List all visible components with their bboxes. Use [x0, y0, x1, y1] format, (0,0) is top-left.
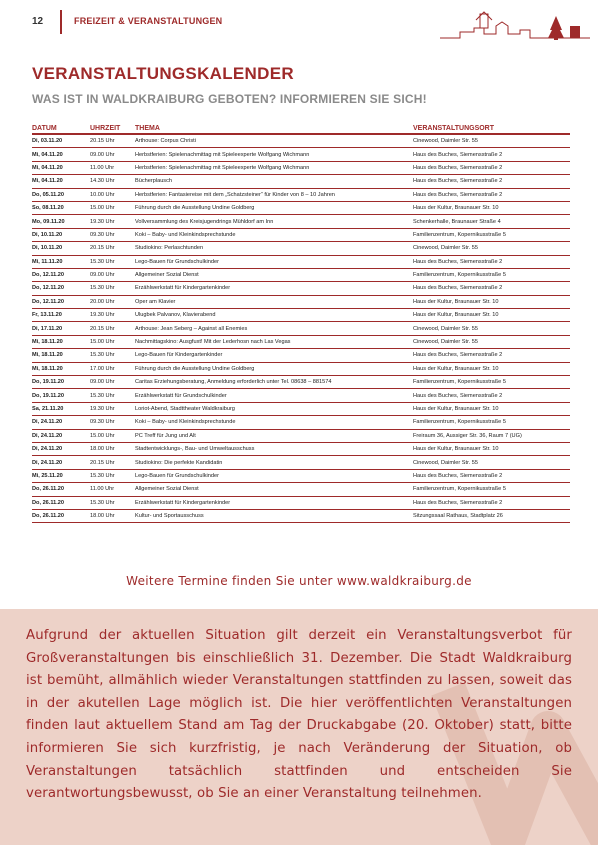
cell-date: Di, 10.11.20: [32, 242, 90, 255]
table-row: [32, 442, 570, 455]
cell-date: Di, 17.11.20: [32, 322, 90, 335]
event-calendar-table: [32, 122, 570, 523]
cell-time: 09.00 Uhr: [90, 148, 135, 161]
table-row: [32, 295, 570, 308]
cell-time: 20.15 Uhr: [90, 242, 135, 255]
notice-text: Aufgrund der aktuellen Situation gilt derzeit ein Veranstaltungsverbot für Großveranstaltungen bis einschließlich 31. Dezember. Die Stadt Waldkraiburg ist bemüht, allmählich wieder Veranstaltungen stattfinden zu lassen, soweit das in der akutellen Lage möglich ist. Die hier veröffentlichten Veranstaltungen finden laut aktuellem Stand am Tag der Druckabgabe (20. Oktober) statt, bitte informieren Sie sich kurzfristig, je nach Veränderung der Situation, ob Veranstaltungen tatsächlich stattfinden und entscheiden Sie verantwortungsbewusst, ob Sie an einer Veranstaltung teilnehmen.: [26, 628, 572, 802]
cell-date: Do, 12.11.20: [32, 295, 90, 308]
cell-time: 15.30 Uhr: [90, 282, 135, 295]
table-row: [32, 402, 570, 415]
table-row: [32, 349, 570, 362]
cell-date: Mi, 18.11.20: [32, 349, 90, 362]
cell-location: Haus der Kultur, Braunauer Str. 10: [413, 309, 570, 322]
cell-location: Haus des Buches, Siemensstraße 2: [413, 148, 570, 161]
table-row: [32, 429, 570, 442]
cell-theme: Loriot-Abend, Stadttheater Waldkraiburg: [135, 402, 413, 415]
cell-theme: Ulugbek Palvanov, Klavierabend: [135, 309, 413, 322]
header-divider: [60, 10, 62, 34]
cell-location: Cinewood, Daimler Str. 55: [413, 242, 570, 255]
cell-location: Haus der Kultur, Braunauer Str. 10: [413, 402, 570, 415]
cell-location: Cinewood, Daimler Str. 55: [413, 134, 570, 148]
notice-box: [0, 609, 598, 845]
table-row: [32, 389, 570, 402]
cell-location: Haus der Kultur, Braunauer Str. 10: [413, 201, 570, 214]
cell-theme: Erzählwerkstatt für Kindergartenkinder: [135, 496, 413, 509]
cell-location: Haus des Buches, Siemensstraße 2: [413, 188, 570, 201]
table-row: [32, 148, 570, 161]
cell-time: 09.00 Uhr: [90, 268, 135, 281]
cell-time: 19.30 Uhr: [90, 309, 135, 322]
page-title: VERANSTALTUNGSKALENDER: [32, 64, 294, 83]
cell-location: Familienzentrum, Kopernikusstraße 5: [413, 483, 570, 496]
cell-date: Do, 12.11.20: [32, 282, 90, 295]
table-row: [32, 362, 570, 375]
cell-theme: Führung durch die Ausstellung Undine Goldberg: [135, 201, 413, 214]
cell-date: Mi, 04.11.20: [32, 175, 90, 188]
cell-time: 10.00 Uhr: [90, 188, 135, 201]
cell-time: 15.30 Uhr: [90, 349, 135, 362]
cell-date: Mi, 04.11.20: [32, 161, 90, 174]
cell-time: 09.30 Uhr: [90, 228, 135, 241]
cell-time: 15.30 Uhr: [90, 389, 135, 402]
cell-time: 20.00 Uhr: [90, 295, 135, 308]
cell-theme: Stadtentwicklungs-, Bau- und Umweltausschuss: [135, 442, 413, 455]
cell-theme: Kultur- und Sportausschuss: [135, 509, 413, 522]
table-row: [32, 134, 570, 148]
table-row: [32, 188, 570, 201]
table-header: [32, 122, 570, 134]
cell-date: Di, 24.11.20: [32, 429, 90, 442]
cell-theme: Erzählwerkstatt für Kindergartenkinder: [135, 282, 413, 295]
table-row: [32, 175, 570, 188]
column-header: UHRZEIT: [90, 122, 135, 134]
cell-date: Do, 19.11.20: [32, 389, 90, 402]
column-header: VERANSTALTUNGSORT: [413, 122, 570, 134]
cell-date: Di, 03.11.20: [32, 134, 90, 148]
cell-time: 15.30 Uhr: [90, 496, 135, 509]
table-row: [32, 161, 570, 174]
cell-date: Di, 24.11.20: [32, 416, 90, 429]
cell-theme: Caritas Erziehungsberatung, Anmeldung erforderlich unter Tel. 08638 – 881574: [135, 376, 413, 389]
cell-theme: Arthouse: Jean Seberg – Against all Enemies: [135, 322, 413, 335]
cell-date: Mi, 25.11.20: [32, 469, 90, 482]
cell-theme: Führung durch die Ausstellung Undine Goldberg: [135, 362, 413, 375]
table-row: [32, 509, 570, 522]
cell-theme: Lego-Bauen für Grundschulkinder: [135, 469, 413, 482]
more-events-link: Weitere Termine finden Sie unter www.waldkraiburg.de: [126, 574, 472, 588]
table-row: [32, 282, 570, 295]
cell-time: 11.00 Uhr: [90, 161, 135, 174]
table-row: [32, 242, 570, 255]
cell-date: Do, 19.11.20: [32, 376, 90, 389]
cell-theme: Oper am Klavier: [135, 295, 413, 308]
table-row: [32, 376, 570, 389]
cell-theme: Herbstferien: Spielenachmittag mit Spieleexperte Wolfgang Wichmann: [135, 148, 413, 161]
cell-time: 14.30 Uhr: [90, 175, 135, 188]
cell-theme: Bücherplausch: [135, 175, 413, 188]
cell-theme: Koki – Baby- und Kleinkindsprechstunde: [135, 228, 413, 241]
cell-location: Haus des Buches, Siemensstraße 2: [413, 389, 570, 402]
town-skyline-icon: [440, 8, 590, 42]
column-header: DATUM: [32, 122, 90, 134]
cell-location: Haus des Buches, Siemensstraße 2: [413, 496, 570, 509]
table-row: [32, 496, 570, 509]
cell-time: 15.00 Uhr: [90, 429, 135, 442]
cell-location: Haus der Kultur, Braunauer Str. 10: [413, 295, 570, 308]
cell-time: 20.15 Uhr: [90, 134, 135, 148]
cell-location: Cinewood, Daimler Str. 55: [413, 322, 570, 335]
table-row: [32, 228, 570, 241]
cell-theme: Allgemeiner Sozial Dienst: [135, 268, 413, 281]
cell-time: 15.30 Uhr: [90, 255, 135, 268]
table-body: [32, 134, 570, 523]
cell-time: 19.30 Uhr: [90, 402, 135, 415]
table-row: [32, 456, 570, 469]
cell-theme: Herbstferien: Fantasiereise mit dem „Schatzsteiner“ für Kinder von 8 – 10 Jahren: [135, 188, 413, 201]
cell-theme: Lego-Bauen für Grundschulkinder: [135, 255, 413, 268]
cell-time: 15.00 Uhr: [90, 335, 135, 348]
cell-location: Haus des Buches, Siemensstraße 2: [413, 282, 570, 295]
cell-location: Familienzentrum, Kopernikusstraße 5: [413, 268, 570, 281]
table-row: [32, 268, 570, 281]
cell-location: Familienzentrum, Kopernikusstraße 5: [413, 228, 570, 241]
cell-date: Sa, 21.11.20: [32, 402, 90, 415]
cell-theme: Koki – Baby- und Kleinkindsprechstunde: [135, 416, 413, 429]
cell-location: Haus des Buches, Siemensstraße 2: [413, 175, 570, 188]
cell-location: Haus der Kultur, Braunauer Str. 10: [413, 442, 570, 455]
table-row: [32, 255, 570, 268]
cell-location: Familienzentrum, Kopernikusstraße 5: [413, 376, 570, 389]
cell-date: Fr, 13.11.20: [32, 309, 90, 322]
table-row: [32, 483, 570, 496]
cell-location: Sitzungssaal Rathaus, Stadtplatz 26: [413, 509, 570, 522]
cell-date: Mi, 18.11.20: [32, 362, 90, 375]
cell-time: 19.30 Uhr: [90, 215, 135, 228]
table-row: [32, 322, 570, 335]
cell-date: Di, 24.11.20: [32, 456, 90, 469]
cell-date: Mi, 18.11.20: [32, 335, 90, 348]
cell-date: Mi, 04.11.20: [32, 148, 90, 161]
cell-theme: Nachmittagskino: Ausgfuxt! Mit der Lederhosn nach Las Vegas: [135, 335, 413, 348]
cell-time: 15.30 Uhr: [90, 469, 135, 482]
cell-location: Haus des Buches, Siemensstraße 2: [413, 349, 570, 362]
cell-date: So, 08.11.20: [32, 201, 90, 214]
cell-theme: Allgemeiner Sozial Dienst: [135, 483, 413, 496]
table-row: [32, 416, 570, 429]
table-row: [32, 201, 570, 214]
cell-time: 18.00 Uhr: [90, 509, 135, 522]
cell-theme: Erzählwerkstatt für Grundschulkinder: [135, 389, 413, 402]
table-row: [32, 215, 570, 228]
section-title: FREIZEIT & VERANSTALTUNGEN: [74, 16, 223, 26]
cell-time: 15.00 Uhr: [90, 201, 135, 214]
cell-time: 17.00 Uhr: [90, 362, 135, 375]
cell-date: Di, 10.11.20: [32, 228, 90, 241]
cell-theme: PC Treff für Jung und Alt: [135, 429, 413, 442]
cell-date: Do, 12.11.20: [32, 268, 90, 281]
cell-location: Familienzentrum, Kopernikusstraße 5: [413, 416, 570, 429]
cell-date: Mi, 11.11.20: [32, 255, 90, 268]
cell-location: Cinewood, Daimler Str. 55: [413, 335, 570, 348]
cell-date: Do, 26.11.20: [32, 509, 90, 522]
cell-theme: Lego-Bauen für Kindergartenkinder: [135, 349, 413, 362]
cell-time: 18.00 Uhr: [90, 442, 135, 455]
table-row: [32, 469, 570, 482]
cell-theme: Herbstferien: Spielenachmittag mit Spieleexperte Wolfgang Wichmann: [135, 161, 413, 174]
cell-theme: Studiokino: Perlaschtunden: [135, 242, 413, 255]
cell-theme: Studiokino: Die perfekte Kandidatin: [135, 456, 413, 469]
table-row: [32, 309, 570, 322]
page-subtitle: WAS IST IN WALDKRAIBURG GEBOTEN? INFORMIEREN SIE SICH!: [32, 92, 427, 106]
cell-time: 20.15 Uhr: [90, 456, 135, 469]
cell-date: Di, 24.11.20: [32, 442, 90, 455]
cell-time: 11.00 Uhr: [90, 483, 135, 496]
cell-time: 20.15 Uhr: [90, 322, 135, 335]
column-header: THEMA: [135, 122, 413, 134]
cell-location: Haus der Kultur, Braunauer Str. 10: [413, 362, 570, 375]
cell-theme: Arthouse: Corpus Christi: [135, 134, 413, 148]
cell-date: Do, 05.11.20: [32, 188, 90, 201]
cell-date: Mo, 09.11.20: [32, 215, 90, 228]
cell-date: Do, 26.11.20: [32, 483, 90, 496]
cell-location: Haus des Buches, Siemensstraße 2: [413, 469, 570, 482]
table-row: [32, 335, 570, 348]
cell-time: 09.00 Uhr: [90, 376, 135, 389]
cell-location: Cinewood, Daimler Str. 55: [413, 456, 570, 469]
cell-location: Schenkerhalle, Braunauer Straße 4: [413, 215, 570, 228]
cell-location: Haus des Buches, Siemensstraße 2: [413, 161, 570, 174]
cell-theme: Vollversammlung des Kreisjugendrings Mühldorf am Inn: [135, 215, 413, 228]
page-number: 12: [32, 16, 44, 27]
cell-location: Freiraum 36, Aussiger Str. 36, Raum 7 (UG): [413, 429, 570, 442]
cell-time: 09.30 Uhr: [90, 416, 135, 429]
cell-location: Haus des Buches, Siemensstraße 2: [413, 255, 570, 268]
cell-date: Do, 26.11.20: [32, 496, 90, 509]
